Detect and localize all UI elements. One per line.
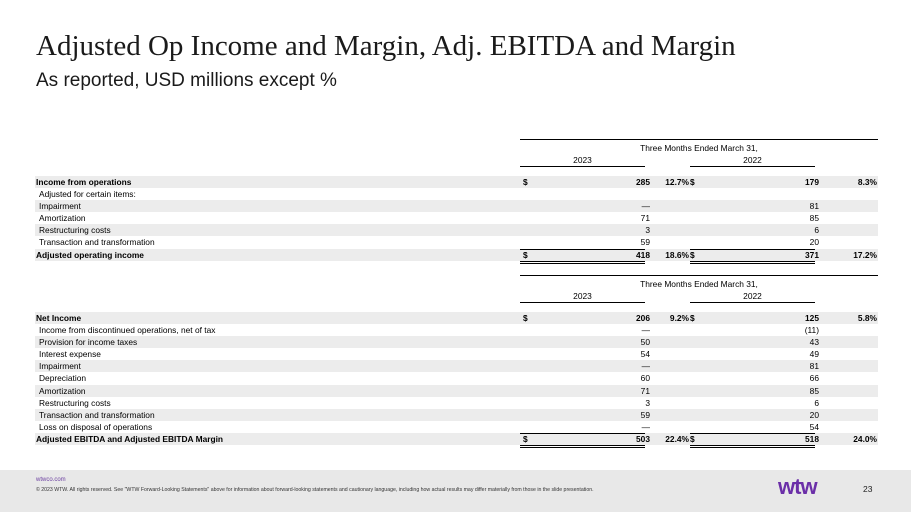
table1-year2: 2022 xyxy=(743,155,762,165)
table2-year1: 2023 xyxy=(573,291,592,301)
table2-year1-rule xyxy=(520,302,645,303)
page-title: Adjusted Op Income and Margin, Adj. EBITDA and Margin xyxy=(36,30,736,62)
table1-total-rule-col2 xyxy=(690,249,815,250)
table1-year2-rule xyxy=(690,166,815,167)
value-2022: 20 xyxy=(809,237,819,248)
dollar-sign-2022: $ xyxy=(690,177,695,187)
table2-header xyxy=(35,275,878,315)
row-label: Net Income xyxy=(36,313,82,323)
value-2023: — xyxy=(641,361,650,372)
margin-2023: 12.7% xyxy=(665,177,689,187)
row-label: Provision for income taxes xyxy=(39,337,138,348)
row-label: Adjusted EBITDA and Adjusted EBITDA Margin xyxy=(36,433,224,444)
value-2023: 71 xyxy=(640,213,650,224)
value-2022: 125 xyxy=(805,313,819,323)
table-row xyxy=(35,212,878,224)
value-2022: 6 xyxy=(814,397,819,408)
margin-2023: 22.4% xyxy=(665,433,689,444)
table1-header xyxy=(35,139,878,179)
table1-total-double-rule-col2 xyxy=(690,261,815,264)
table2-total-rule-col1 xyxy=(520,433,645,434)
value-2023: — xyxy=(641,421,650,432)
table-row xyxy=(35,360,878,372)
table1-header-rule xyxy=(520,139,878,140)
footer-site-link[interactable]: wtwco.com xyxy=(36,477,66,483)
table2-total-double-rule-col1 xyxy=(520,445,645,448)
dollar-sign-2023: $ xyxy=(523,313,528,323)
margin-2022: 5.8% xyxy=(857,313,877,323)
table-row xyxy=(35,312,878,324)
table-row xyxy=(35,176,878,188)
footer xyxy=(0,470,911,512)
value-2022: 518 xyxy=(805,433,819,444)
value-2023: — xyxy=(641,201,650,212)
margin-2022: 24.0% xyxy=(853,433,877,444)
value-2022: 20 xyxy=(809,409,819,420)
row-label: Adjusted operating income xyxy=(36,249,144,260)
dollar-sign-2023: $ xyxy=(523,177,528,187)
value-2022: 6 xyxy=(814,225,819,236)
table-row xyxy=(35,200,878,212)
row-label: Amortization xyxy=(39,385,86,396)
value-2022: (11) xyxy=(804,325,819,336)
table-row xyxy=(35,224,878,236)
value-2023: 503 xyxy=(636,433,650,444)
row-label: Amortization xyxy=(39,213,86,224)
value-2023: 3 xyxy=(645,225,650,236)
value-2023: 59 xyxy=(640,237,650,248)
table2-year2: 2022 xyxy=(743,291,762,301)
table-row xyxy=(35,236,878,248)
value-2023: 71 xyxy=(640,385,650,396)
row-label: Restructuring costs xyxy=(39,225,111,236)
value-2022: 371 xyxy=(805,249,819,260)
table-row xyxy=(35,249,878,261)
row-label: Adjusted for certain items: xyxy=(39,189,136,200)
table1-period: Three Months Ended March 31, xyxy=(640,143,758,153)
value-2023: 206 xyxy=(636,313,650,323)
table2-period: Three Months Ended March 31, xyxy=(640,279,758,289)
row-label: Restructuring costs xyxy=(39,397,111,408)
value-2022: 81 xyxy=(809,361,819,372)
row-label: Impairment xyxy=(39,361,81,372)
value-2022: 81 xyxy=(809,201,819,212)
table-row xyxy=(35,336,878,348)
value-2022: 179 xyxy=(805,177,819,187)
table2-header-rule xyxy=(520,275,878,276)
value-2023: 418 xyxy=(636,249,650,260)
table-row xyxy=(35,433,878,445)
table1-year1: 2023 xyxy=(573,155,592,165)
table2-body xyxy=(35,312,878,445)
row-label: Income from operations xyxy=(36,177,132,187)
margin-2023: 9.2% xyxy=(669,313,689,323)
table2-total-rule-col2 xyxy=(690,433,815,434)
dollar-sign-2022: $ xyxy=(690,433,695,444)
table-row xyxy=(35,385,878,397)
value-2023: — xyxy=(641,325,650,336)
value-2022: 54 xyxy=(809,421,819,432)
table-row xyxy=(35,421,878,433)
table1-year1-rule xyxy=(520,166,645,167)
table-row xyxy=(35,324,878,336)
margin-2023: 18.6% xyxy=(665,249,689,260)
row-label: Transaction and transformation xyxy=(39,409,155,420)
row-label: Interest expense xyxy=(39,349,101,360)
value-2023: 60 xyxy=(640,373,650,384)
dollar-sign-2022: $ xyxy=(690,313,695,323)
table2-total-double-rule-col2 xyxy=(690,445,815,448)
page-subtitle: As reported, USD millions except % xyxy=(36,70,337,91)
row-label: Loss on disposal of operations xyxy=(39,421,153,432)
dollar-sign-2022: $ xyxy=(690,249,695,260)
table2-year2-rule xyxy=(690,302,815,303)
value-2023: 285 xyxy=(636,177,650,187)
value-2023: 54 xyxy=(640,349,650,360)
footer-copyright: © 2023 WTW. All rights reserved. See "WTW Forward-Looking Statements" above for information about forward-looking statements and cautionary language, including how actual results may differ materially from those in the slide presentation. xyxy=(36,487,594,493)
value-2022: 85 xyxy=(809,385,819,396)
value-2022: 85 xyxy=(809,213,819,224)
table-row xyxy=(35,409,878,421)
wtw-logo: wtw xyxy=(778,474,817,499)
table-row xyxy=(35,188,878,200)
table-row xyxy=(35,372,878,384)
table1-body xyxy=(35,176,878,261)
value-2022: 66 xyxy=(809,373,819,384)
dollar-sign-2023: $ xyxy=(523,249,528,260)
margin-2022: 8.3% xyxy=(857,177,877,187)
table1-total-double-rule-col1 xyxy=(520,261,645,264)
row-label: Impairment xyxy=(39,201,81,212)
value-2022: 43 xyxy=(809,337,819,348)
page-number: 23 xyxy=(863,484,873,494)
margin-2022: 17.2% xyxy=(853,249,877,260)
table-row xyxy=(35,397,878,409)
value-2022: 49 xyxy=(809,349,819,360)
value-2023: 59 xyxy=(640,409,650,420)
row-label: Income from discontinued operations, net of tax xyxy=(39,325,216,336)
value-2023: 3 xyxy=(645,397,650,408)
row-label: Depreciation xyxy=(39,373,87,384)
row-label: Transaction and transformation xyxy=(39,237,155,248)
table-row xyxy=(35,348,878,360)
dollar-sign-2023: $ xyxy=(523,433,528,444)
value-2023: 50 xyxy=(640,337,650,348)
table1-total-rule-col1 xyxy=(520,249,645,250)
